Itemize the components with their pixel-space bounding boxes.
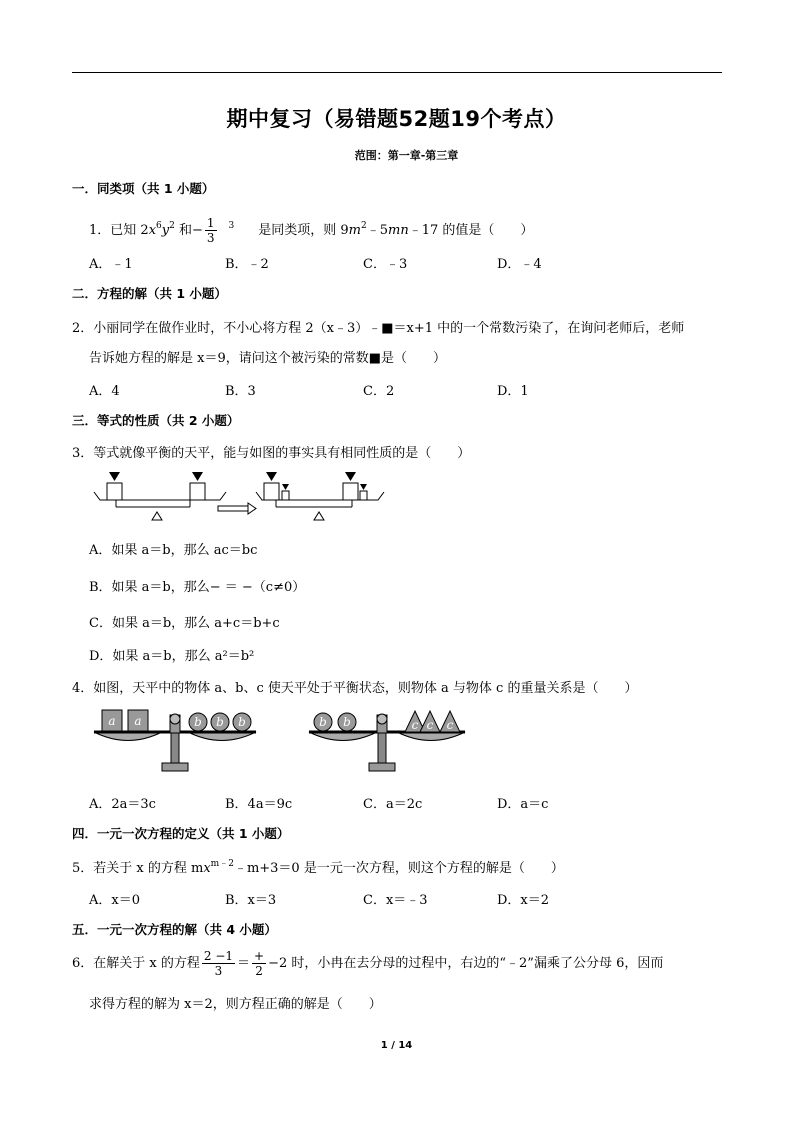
page-title: 期中复习（易错题52题19个考点） <box>226 107 567 131</box>
q2-option-b[interactable]: B．3 <box>225 384 256 399</box>
balance-figure-q4-right <box>305 705 480 775</box>
q3-option-c[interactable]: C．如果 a＝b，那么 a+c＝b+c <box>89 616 280 631</box>
q4-option-a[interactable]: A．2a＝3c <box>89 797 156 812</box>
q4-option-c[interactable]: C．a＝2c <box>363 797 423 812</box>
q1-part: 和− <box>174 223 203 238</box>
question-6-line-2: 求得方程的解为 x＝2，则方程正确的解是（ ） <box>89 997 382 1012</box>
q3-option-a[interactable]: A．如果 a＝b，那么 ac＝bc <box>89 543 258 558</box>
question-2-line-2: 告诉她方程的解是 x＝9，请问这个被污染的常数■是（ ） <box>89 351 447 366</box>
label-b: b <box>238 715 246 729</box>
question-6-line-1 <box>72 949 663 978</box>
label-c: c <box>446 718 454 732</box>
q1-var: x <box>148 223 157 238</box>
q6-fraction-left <box>202 949 235 978</box>
question-3-stem: 3．等式就像平衡的天平，能与如图的事实具有相同性质的是（ ） <box>72 446 471 461</box>
frac-den: 2 <box>255 964 263 978</box>
q2-option-d[interactable]: D．1 <box>497 384 529 399</box>
q1-part: 是同类项，则 9 <box>258 223 349 238</box>
q1-option-c[interactable]: C．﹣3 <box>363 257 408 272</box>
q2-option-c[interactable]: C．2 <box>363 384 395 399</box>
header-rule <box>72 72 722 73</box>
label-a: a <box>134 714 142 728</box>
q1-exp: 2 <box>361 221 367 231</box>
q6-fraction-right <box>252 949 266 978</box>
q1-var: y <box>161 223 170 238</box>
q5-var: x <box>203 861 211 876</box>
q2-option-a[interactable]: A．4 <box>89 384 120 399</box>
section-heading-1: 一．同类项（共 1 小题） <box>72 181 215 196</box>
q6-part: −2 时，小冉在去分母的过程中，右边的“﹣2”漏乘了公分母 6，因而 <box>268 956 664 971</box>
q1-option-a[interactable]: A．﹣1 <box>89 257 133 272</box>
q5-option-b[interactable]: B．x＝3 <box>225 893 277 908</box>
frac-num: + <box>254 949 265 963</box>
q1-exp: 6 <box>156 221 162 231</box>
label-b: b <box>216 715 224 729</box>
question-4-stem: 4．如图，天平中的物体 a、b、c 使天平处于平衡状态，则物体 a 与物体 c 的重量关系是（ ） <box>72 681 638 696</box>
q5-part: ﹣m+3＝0 是一元一次方程，则这个方程的解是（ ） <box>233 861 564 876</box>
frac-num: 1 <box>206 216 215 230</box>
page-number: 1 / 14 <box>380 1040 413 1051</box>
q5-option-c[interactable]: C．x＝﹣3 <box>363 893 428 908</box>
q1-fraction <box>205 216 217 245</box>
q5-exp: m﹣2 <box>210 859 234 869</box>
q1-var: mn <box>388 223 409 238</box>
section-heading-4: 四．一元一次方程的定义（共 1 小题） <box>72 826 290 841</box>
q6-part: ＝ <box>237 956 251 971</box>
frac-den: 3 <box>214 964 223 978</box>
question-5-stem <box>72 857 564 876</box>
section-heading-5: 五．一元一次方程的解（共 4 小题） <box>72 922 277 937</box>
frac-den: 3 <box>206 231 215 245</box>
q1-part: ﹣17 的值是（ ） <box>408 223 534 238</box>
label-c: c <box>411 718 419 732</box>
q1-part: ﹣5 <box>366 223 389 238</box>
label-b: b <box>194 715 202 729</box>
q5-part: 5．若关于 x 的方程 m <box>72 861 204 876</box>
q1-exp: 3 <box>228 221 235 231</box>
frac-num: 2 −1 <box>203 949 234 963</box>
label-b: b <box>343 715 351 729</box>
q1-option-b[interactable]: B．﹣2 <box>225 257 269 272</box>
balance-figure-q4-left <box>90 705 270 775</box>
q5-option-a[interactable]: A．x＝0 <box>89 893 140 908</box>
q4-option-d[interactable]: D．a＝c <box>497 797 549 812</box>
label-a: a <box>108 714 116 728</box>
question-1-stem <box>89 216 533 245</box>
balance-figure-q3 <box>90 470 390 524</box>
question-2-line-1: 2．小丽同学在做作业时，不小心将方程 2（x﹣3）﹣■＝x+1 中的一个常数污染了，在询问老师后，老师 <box>72 321 685 336</box>
q3-option-d[interactable]: D．如果 a＝b，那么 a²＝b² <box>89 649 255 664</box>
section-heading-3: 三．等式的性质（共 2 小题） <box>72 413 240 428</box>
q6-part: 6．在解关于 x 的方程 <box>72 956 200 971</box>
q1-exp: 2 <box>169 221 175 231</box>
q4-option-b[interactable]: B．4a＝9c <box>225 797 293 812</box>
label-c: c <box>426 718 434 732</box>
q1-option-d[interactable]: D．﹣4 <box>497 257 542 272</box>
label-b: b <box>319 715 327 729</box>
q1-var: m <box>348 223 361 238</box>
q3-option-b[interactable]: B．如果 a＝b，那么− ＝ −（c≠0） <box>89 580 306 595</box>
q5-option-d[interactable]: D．x＝2 <box>497 893 550 908</box>
page-subtitle: 范围：第一章-第三章 <box>354 149 459 162</box>
section-heading-2: 二．方程的解（共 1 小题） <box>72 286 227 301</box>
q1-part: 1．已知 2 <box>89 223 149 238</box>
